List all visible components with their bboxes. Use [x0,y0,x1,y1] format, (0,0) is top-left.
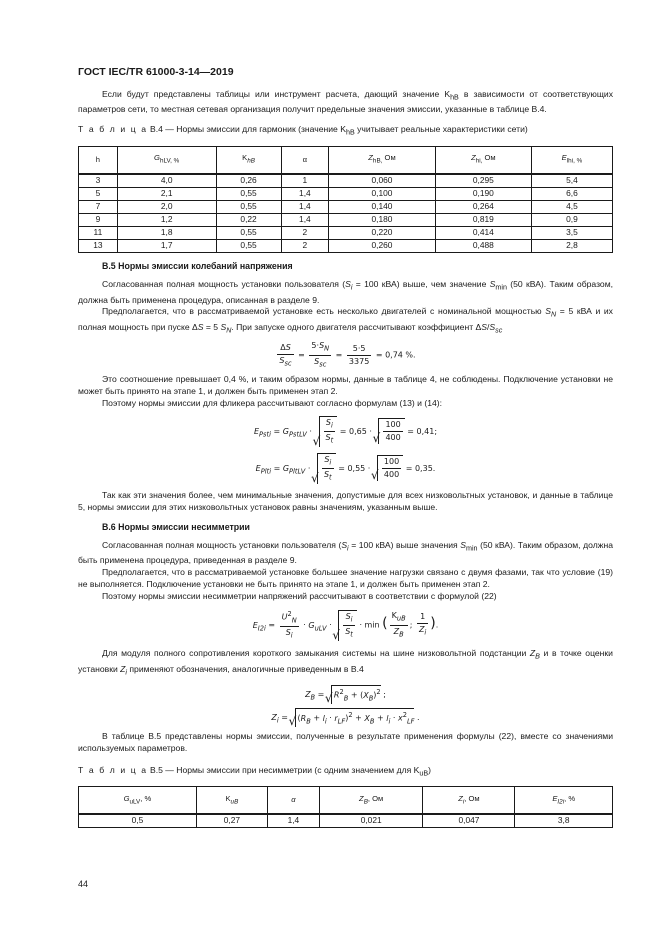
table-cell: 0,22 [216,213,281,226]
table-cell: 0,100 [329,187,436,200]
table-cell: 0,180 [329,213,436,226]
b6-paragraph-2: Предполагается, что в рассматриваемой установке большее значение нагрузки связано с двумя фазами, так что условие (19) не выполняется. Подключение установки не быть принято на этапе 1, и должен быть применен этап 2. [78,567,613,589]
table-cell: 1,4 [267,814,319,828]
table-b4-body [79,174,613,253]
table-cell: 1,8 [117,226,216,239]
table-cell: 0,264 [435,200,531,213]
table_b5-header-0: $G_{uLV}$, % [79,787,197,815]
table-cell: 0,060 [329,174,436,188]
table-cell: 4,5 [531,200,612,213]
table_b4-header-3: α [281,146,329,174]
table_b4-header-2: $K_{hB}$ [216,146,281,174]
intro-paragraph: Если будут представлены таблицы или инструмент расчета, дающий значение $K_{hB}$ в зависимости от соответствующих параметров сети, то местная сетевая организация получит предельные значения эмиссии, указанные в таблице B.4. [78,89,613,115]
table-cell: 2 [281,226,329,239]
table-cell: 0,55 [216,187,281,200]
table-row [79,200,613,213]
page-header: ГОСТ IEC/TR 61000-3-14—2019 [78,66,234,78]
table-cell: 1 [281,174,329,188]
page-number: 44 [78,879,89,889]
table_b4-header-6: $E_{lhi, \%}$ [531,146,612,174]
table-cell: 0,021 [319,814,423,828]
formula-pst: $E_{Psti} = G_{PstLV}$ · √ $\frac{S_i}{S_t}$ = 0,65 · √ $\frac{100}{400}$ = 0,41; [78,416,613,447]
table-cell: 2,1 [117,187,216,200]
table-cell: 6,6 [531,187,612,200]
formula-plt: $E_{Plti} = G_{PltLV}$ · √ $\frac{S_i}{S_t}$ = 0,55 · √ $\frac{100}{400}$ = 0,35. [78,453,613,484]
table-cell: 0,488 [435,239,531,252]
table-b5-body [79,814,613,828]
b6-paragraph-1: Согласованная полная мощность установки пользователя ($S_i = 100$ кВА) выше значения $S_{min}$ (50 кВА). Таким образом, должна быть применена процедура, приведенная в разделе 9. [78,540,613,566]
table-cell: 7 [79,200,118,213]
table-b4-caption: Т а б л и ц а B.4 — Нормы эмиссии для гармоник (значение $K_{hB}$ учитывает реальные характеристики сети) [78,124,528,137]
table_b4-header-1: $G_{hLV, \%}$ [117,146,216,174]
document-body [78,89,613,828]
table-cell: 0,295 [435,174,531,188]
formula-delta-s: $\frac{\Delta S}{S_{sc}}$ = $\frac{5\cdot S_N}{S_{sc}}$ = $\frac{5\cdot 5}{3375}$ = 0,74 %. [279,341,416,369]
table-cell: 2 [281,239,329,252]
table-cell: 0,9 [531,213,612,226]
b5-paragraph-3: Это соотношение превышает 0,4 %, и таким образом нормы, данные в таблице 4, не соблюдены. Подключение установки не может быть принято на этапе 1, и должен быть применен этап 2. [78,374,613,397]
table-row [79,814,613,828]
table-cell: 0,55 [216,226,281,239]
table-b4 [78,146,613,253]
table-cell: 0,190 [435,187,531,200]
b6-paragraph-3: Поэтому нормы эмиссии несимметрии напряжений рассчитывают в соответствии с формулой (22) [102,590,497,601]
table_b5-header-4: $Z_i$, Ом [423,787,515,815]
table-cell: 2,8 [531,239,612,252]
table_b4-header-5: $Z_{hi,}$ Ом [435,146,531,174]
b6-paragraph-5: В таблице B.5 представлены нормы эмиссии, полученные в результате применения формулы (22), вместе со значениями используемых параметров. [78,731,613,754]
formula-zi: $Z_i$ = √ $(R_B + l_i \cdot r_{LF})^2 + X_B + l_i \cdot x^2_{LF}$ . [78,708,613,727]
table-cell: 3,5 [531,226,612,239]
table-b5 [78,786,613,828]
table-cell: 0,220 [329,226,436,239]
section-b5-title: B.5 Нормы эмиссии колебаний напряжения [102,260,293,271]
b5-paragraph-5: Так как эти значения более, чем минимальные значения, допустимые для всех низковольтных установок, и данные в таблице 5, нормы эмиссии для этих низковольтных установок равны значениям, указанным выше. [78,489,613,512]
table_b5-header-1: $K_{uB}$ [196,787,267,815]
table-cell: 1,4 [281,200,329,213]
table-cell: 0,047 [423,814,515,828]
table_b4-header-4: $Z_{hB,}$ Ом [329,146,436,174]
table-cell: 0,55 [216,239,281,252]
table-cell: 1,2 [117,213,216,226]
table-cell: 5 [79,187,118,200]
table-row [79,174,613,188]
table-cell: 0,414 [435,226,531,239]
table-cell: 11 [79,226,118,239]
table_b4-header-0: h [79,146,118,174]
table-cell: 1,4 [281,213,329,226]
formula-pst-value: = 0,41; [407,426,438,436]
section-b6-title: B.6 Нормы эмиссии несимметрии [102,522,250,533]
b5-paragraph-4: Поэтому нормы эмиссии для фликера рассчитывают согласно формулам (13) и (14): [102,397,443,408]
table-cell: 9 [79,213,118,226]
table-cell: 0,26 [216,174,281,188]
b5-paragraph-1: Согласованная полная мощность установки пользователя ($S_i = 100$ кВА) выше, чем значение $S_{min}$ (50 кВА). Таким образом, должна быть применена процедура, описанная в разделе 9. [78,279,614,305]
table-b4-header-row [79,146,613,174]
table-cell: 0,140 [329,200,436,213]
table-cell: 1,4 [281,187,329,200]
table-cell: 0,819 [435,213,531,226]
table-cell: 0,27 [196,814,267,828]
table-cell: 1,7 [117,239,216,252]
table-cell: 0,5 [79,814,197,828]
table-row [79,187,613,200]
table_b5-header-5: $E_{I2i}$, % [515,787,613,815]
table-b5-header-row [79,787,613,815]
formula-plt-value: = 0,35. [405,463,436,473]
table-b5-caption: Т а б л и ц а B.5 — Нормы эмиссии при несимметрии (с одним значением для $K_{uB}$) [78,764,432,778]
table_b5-header-3: $Z_B$, Ом [319,787,423,815]
table-row [79,239,613,252]
table-cell: 2,0 [117,200,216,213]
formula-22: $E_{I2i}$ = $\frac{U^2_N}{S_i}$ · $G_{uLV}$ · √ $\frac{S_i}{S_t}$ · min ( $\frac{K_{uB}}{Z_B}$ ; $\frac{1}{Z_i}$ ). [78,608,613,642]
b5-paragraph-2: Предполагается, что в рассматриваемой установке есть несколько двигателей с номинальной мощностью $S_N = 5$ кВА и их полная мощность при пуске ΔS = 5 $S_N$. При запуске одного двигателя рассчитывают коэффициент $\Delta S/S_{sc}$ [78,306,613,335]
table-cell: 0,260 [329,239,436,252]
table-cell: 0,55 [216,200,281,213]
table-cell: 5,4 [531,174,612,188]
table_b5-header-2: α [267,787,319,815]
table-row [79,226,613,239]
formula-delta-s-value: = 0,74 %. [375,350,416,360]
table-cell: 4,0 [117,174,216,188]
table-cell: 3 [79,174,118,188]
table-cell: 3,8 [515,814,613,828]
b6-paragraph-4: Для модуля полного сопротивления короткого замыкания системы на шине низковольтной подстанции $Z_B$ и в точке оценки установки $Z_i$ применяют обозначения, аналогичные приведенным в B.4 [78,648,613,677]
table-row [79,213,613,226]
formula-zb: $Z_B$ = √ $R^2_B + (X_B)^2$ ; [78,685,613,704]
table-cell: 13 [79,239,118,252]
